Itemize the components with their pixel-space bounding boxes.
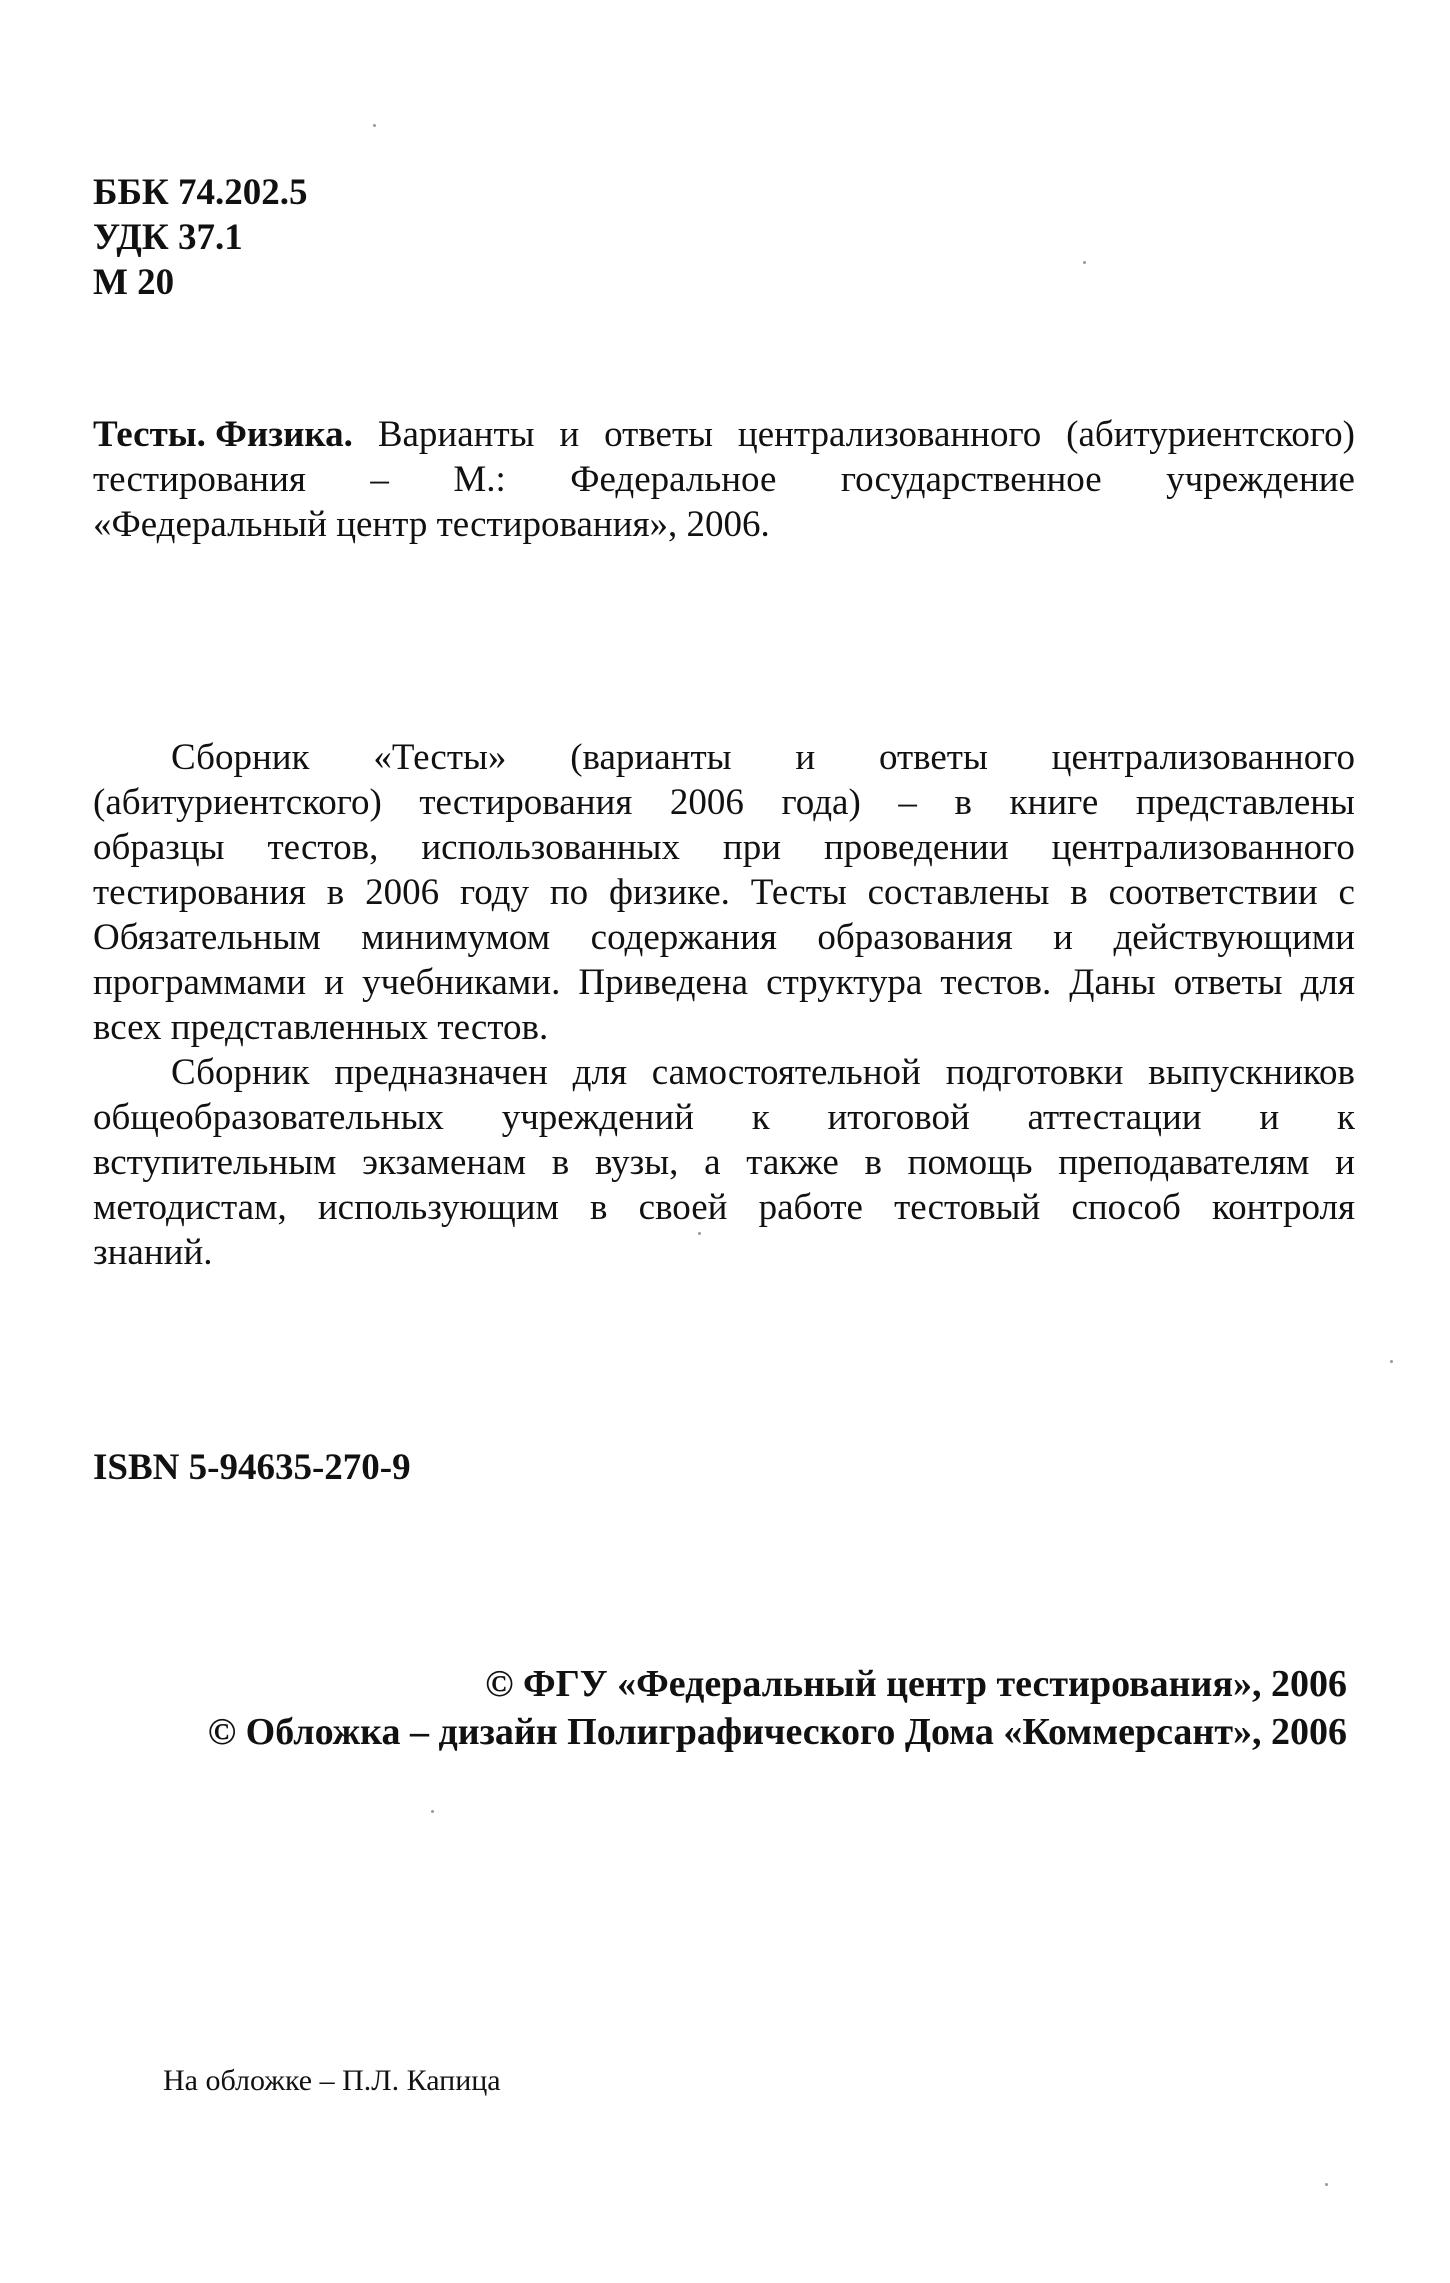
annotation-word: итоговой [827,1097,970,1138]
annotation-line [93,825,1355,870]
copyright-line: © ФГУ «Федеральный центр тестирования», 2006 [485,1663,1347,1705]
copyright-block [208,1660,1347,1756]
annotation-word: тестов. [940,962,1052,1003]
citation-word: централизованного [737,414,1042,455]
annotation-word: 2006 [669,782,744,823]
annotation-word: в [1070,872,1088,913]
citation-word: учреждение [1166,459,1355,500]
annotation-word: 2006 [365,872,440,913]
annotation-word: образцы [93,827,225,868]
scan-speck [1325,2183,1328,2186]
annotation-word: для [572,1052,627,1093]
scan-speck [1390,1360,1393,1363]
annotation-word: (абитуриентского) [93,782,382,823]
annotation-word: помощь [907,1142,1033,1183]
scan-speck [698,1232,701,1235]
annotation-word: тестирования [93,872,306,913]
annotation-word: методистам, [93,1187,287,1228]
annotation-word: в [864,1142,882,1183]
annotation-word: вузы, [594,1142,679,1183]
annotation-word: ответы [1173,962,1283,1003]
annotation-word: в [590,1187,608,1228]
annotation-word: действующими [1113,917,1355,958]
annotation-line [93,1230,1355,1275]
annotation-word: физике. [608,872,730,913]
annotation-text [93,735,1355,1275]
annotation-word: знаний. [93,1232,213,1273]
citation-word: – [370,459,389,500]
annotation-word: выпускников [1148,1052,1355,1093]
annotation-word: к [751,1097,770,1138]
annotation-word: (варианты [570,737,732,778]
annotation-word: составлены [867,872,1050,913]
annotation-word: преподавателям [1058,1142,1310,1183]
annotation-line [93,960,1355,1005]
citation-word: и [559,414,580,455]
annotation-line [93,1050,1355,1095]
annotation-word: содержания [590,917,777,958]
annotation-word: программами [93,962,307,1003]
annotation-word: проведении [824,827,1009,868]
annotation-word: и [324,962,344,1003]
annotation-word: а [704,1142,721,1183]
annotation-word: году [459,872,529,913]
annotation-line [93,1005,1355,1050]
annotation-word: ответы [878,737,988,778]
annotation-word: минимумом [361,917,551,958]
annotation-word: Даны [1069,962,1156,1003]
annotation-word: тестов, [267,827,379,868]
annotation-word: года) [781,782,861,823]
annotation-word: общеобразовательных [93,1097,444,1138]
annotation-line [93,915,1355,960]
annotation-word: всех представленных тестов. [93,1007,549,1048]
annotation-word: способ [1071,1187,1181,1228]
annotation-word: Тесты [750,872,847,913]
annotation-word: аттестации [1027,1097,1202,1138]
annotation-word: при [722,827,782,868]
citation-word: (абитуриентского) [1066,414,1355,455]
annotation-word: представлены [1135,782,1355,823]
annotation-word: Сборник [171,737,310,778]
annotation-line [93,735,1355,780]
annotation-word: – [898,782,917,823]
annotation-word: централизованного [1051,827,1355,868]
annotation-word: Приведена [578,962,749,1003]
annotation-word: Обязательным [93,917,321,958]
annotation-line [93,1095,1355,1140]
citation-title: Тесты. Физика. [93,414,353,455]
annotation-word: использующим [317,1187,559,1228]
annotation-word: структура [766,962,923,1003]
annotation-word: соответствии [1108,872,1318,913]
annotation-word: книге [1009,782,1099,823]
annotation-word: подготовки [945,1052,1124,1093]
annotation-word: работе [758,1187,863,1228]
citation-word: Варианты [377,414,535,455]
bbk-code: ББК 74.202.5 [93,172,308,213]
annotation-line [93,870,1355,915]
annotation-word: и [795,737,816,778]
isbn: ISBN 5-94635-270-9 [93,1447,411,1488]
annotation-word: своей [638,1187,728,1228]
annotation-word: вступительным [93,1142,337,1183]
annotation-word: «Тесты» [373,737,507,778]
annotation-line [93,780,1355,825]
citation-word: тестирования [93,459,306,500]
annotation-word: предназначен [334,1052,548,1093]
copyright-line: © Обложка – дизайн Полиграфического Дома «Коммерсант», 2006 [207,1711,1347,1753]
annotation-word: и [1335,1142,1355,1183]
annotation-word: самостоятельной [651,1052,921,1093]
annotation-word: контроля [1211,1187,1355,1228]
annotation-line [93,1185,1355,1230]
annotation-word: по [549,872,589,913]
bibliographic-codes [93,170,308,305]
annotation-word: Сборник [171,1052,310,1093]
annotation-word: для [1300,962,1355,1003]
annotation-word: в [326,872,345,913]
annotation-word: централизованного [1051,737,1355,778]
annotation-word: учебниками. [362,962,561,1003]
scan-speck [1083,261,1086,264]
bibliographic-citation [93,412,1355,547]
annotation-word: также [746,1142,839,1183]
cover-note: На обложке – П.Л. Капица [163,2064,501,2097]
annotation-word: экзаменам [362,1142,527,1183]
citation-word: М.: [453,459,506,500]
citation-line [93,457,1355,502]
author-mark: М 20 [93,262,175,303]
annotation-word: тестовый [894,1187,1041,1228]
citation-line: «Федеральный центр тестирования», 2006. [93,504,770,545]
annotation-word: и [1053,917,1073,958]
annotation-word: использованных [421,827,680,868]
udk-code: УДК 37.1 [93,217,243,258]
annotation-word: с [1338,872,1355,913]
annotation-word: образования [817,917,1013,958]
annotation-word: в [551,1142,570,1183]
citation-word: Федеральное [570,459,777,500]
annotation-word: к [1336,1097,1355,1138]
citation-word: государственное [840,459,1102,500]
scan-speck [373,124,376,127]
annotation-word: в [954,782,972,823]
annotation-word: и [1259,1097,1280,1138]
scan-speck [431,1810,434,1813]
annotation-word: тестирования [419,782,633,823]
annotation-line [93,1140,1355,1185]
citation-word: ответы [604,414,713,455]
citation-line [93,412,1355,457]
annotation-word: учреждений [501,1097,694,1138]
